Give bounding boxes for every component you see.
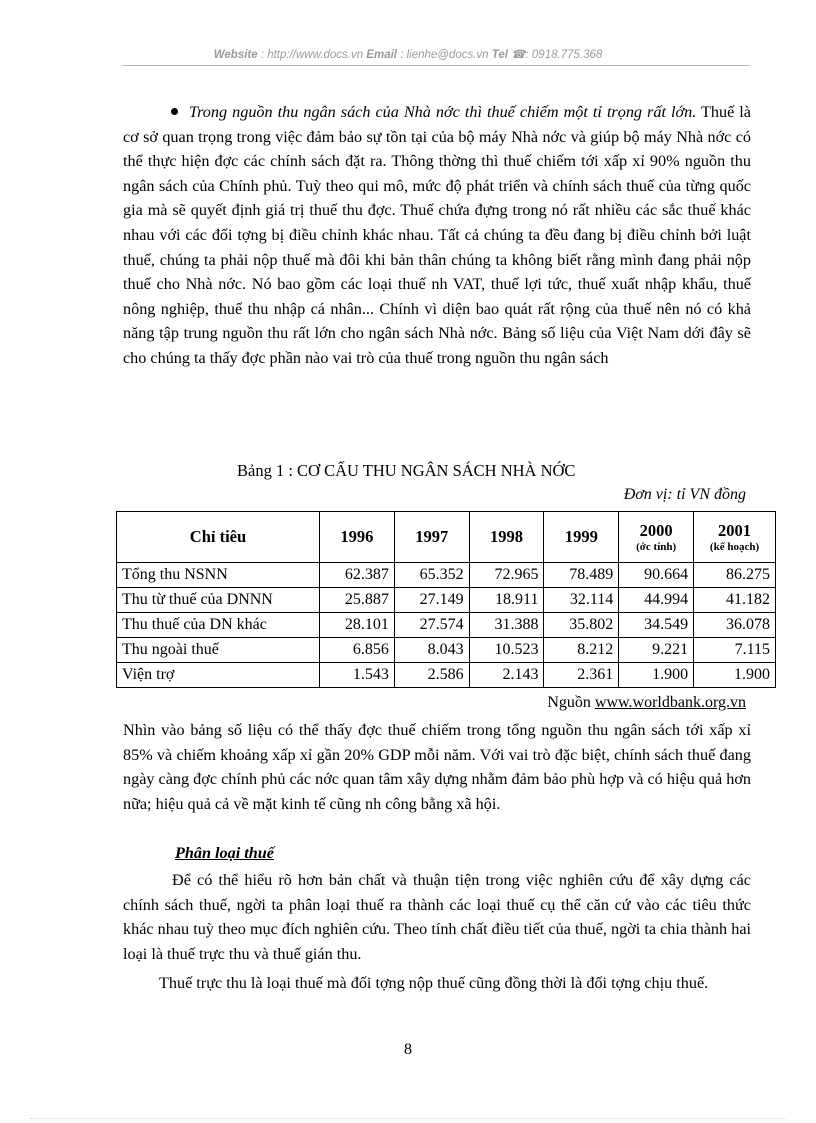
table-cell: 34.549 (619, 613, 694, 638)
header-year (469, 512, 544, 563)
intro-paragraph (123, 100, 751, 371)
table-row (117, 663, 776, 688)
header-year (544, 512, 619, 563)
email-address[interactable]: : lienhe@docs.vn (400, 49, 489, 61)
header-year (320, 512, 395, 563)
footer-divider (30, 1118, 786, 1119)
header-year (394, 512, 469, 563)
table-cell: 8.212 (544, 638, 619, 663)
header-year (619, 512, 694, 563)
table-caption-prefix: Bảng 1 : (237, 461, 293, 480)
table-row (117, 563, 776, 588)
table-cell: 86.275 (694, 563, 776, 588)
table-cell: 78.489 (544, 563, 619, 588)
row-label: Tổng thu NSNN (117, 563, 320, 588)
section-heading: Phân loại thuế (175, 844, 274, 862)
table-caption (237, 461, 575, 481)
table-cell: 1.900 (694, 663, 776, 688)
table-cell: 72.965 (469, 563, 544, 588)
year-label: 1996 (340, 527, 374, 546)
table-unit: Đơn vị: tỉ VN đồng (623, 486, 746, 503)
direct-tax-paragraph: Thuế trực thu là loại thuế mà đối tợng nộp thuế cũng đồng thời là đối tợng chịu thuế. (159, 974, 709, 992)
table-cell: 2.586 (394, 663, 469, 688)
table-cell: 27.149 (394, 588, 469, 613)
table-caption-title: CƠ CẤU THU NGÂN SÁCH NHÀ NỚC (297, 461, 576, 480)
table-cell: 2.143 (469, 663, 544, 688)
table-source (547, 694, 746, 712)
table-cell: 8.043 (394, 638, 469, 663)
revenue-table (116, 511, 776, 688)
year-label: 2000 (639, 521, 673, 540)
table-header-row (117, 512, 776, 563)
row-label: Thu thuế của DN khác (117, 613, 320, 638)
website-label: Website (213, 49, 258, 61)
table-cell: 35.802 (544, 613, 619, 638)
row-label: Thu từ thuế của DNNN (117, 588, 320, 613)
header-divider (122, 65, 750, 66)
email-label: Email (366, 49, 397, 61)
source-link[interactable]: www.worldbank.org.vn (594, 694, 746, 711)
table-cell: 28.101 (320, 613, 395, 638)
table-cell: 65.352 (394, 563, 469, 588)
table-cell: 36.078 (694, 613, 776, 638)
year-note: (ớc tính) (636, 541, 677, 553)
table-cell: 1.543 (320, 663, 395, 688)
table-cell: 25.887 (320, 588, 395, 613)
year-note: (kế hoạch) (709, 541, 760, 553)
table-row (117, 588, 776, 613)
page-number: 8 (404, 1041, 412, 1058)
table-cell: 32.114 (544, 588, 619, 613)
row-label: Thu ngoài thuế (117, 638, 320, 663)
table-cell: 6.856 (320, 638, 395, 663)
table-cell: 62.387 (320, 563, 395, 588)
row-label: Viện trợ (117, 663, 320, 688)
table-cell: 10.523 (469, 638, 544, 663)
table-cell: 27.574 (394, 613, 469, 638)
page-header (0, 47, 816, 61)
phone-icon: ☎ (511, 49, 526, 61)
table-cell: 9.221 (619, 638, 694, 663)
year-label: 1999 (564, 527, 598, 546)
table-cell: 2.361 (544, 663, 619, 688)
table-cell: 7.115 (694, 638, 776, 663)
tel-label: Tel (491, 49, 508, 61)
year-label: 1997 (415, 527, 449, 546)
table-row (117, 638, 776, 663)
year-label: 1998 (490, 527, 524, 546)
header-year (694, 512, 776, 563)
table-cell: 31.388 (469, 613, 544, 638)
header-indicator: Chỉ tiêu (117, 512, 320, 563)
year-label: 2001 (718, 521, 752, 540)
source-label: Nguồn (547, 694, 591, 711)
website-url[interactable]: : http://www.docs.vn (260, 49, 364, 61)
phone-number: : 0918.775.368 (525, 49, 603, 61)
table-cell: 90.664 (619, 563, 694, 588)
bullet-icon (171, 108, 178, 115)
intro-lead: Trong nguồn thu ngân sách của Nhà nớc thì thuế chiếm một tỉ trọng rất lớn. (189, 103, 697, 121)
table-cell: 18.911 (469, 588, 544, 613)
table-cell: 44.994 (619, 588, 694, 613)
table-row (117, 613, 776, 638)
analysis-paragraph: Nhìn vào bảng số liệu có thể thấy đợc thuế chiếm trong tổng nguồn thu ngân sách tới xấp xỉ 85% và chiếm khoảng xấp xỉ gần 20% GDP mỗi năm. Với vai trò đặc biệt, chính sách thuế đang ngày càng đợc chính phủ các nớc quan tâm xây dựng nhằm đảm bảo phù hợp và có hiệu quả hơn nữa; hiệu quả cả về mặt kinh tế cũng nh công bằng xã hội. (123, 721, 751, 813)
table-cell: 41.182 (694, 588, 776, 613)
intro-body: Thuế là cơ sở quan trọng trong việc đảm bảo sự tồn tại của bộ máy Nhà nớc và giúp bộ máy Nhà nớc có thể thực hiện đợc các chính sách đặt ra. Thông thờng thì thuế chiếm tới xấp xỉ 90% nguồn thu ngân sách của Chính phủ. Tuỳ theo qui mô, mức độ phát triển và chính sách thuế của từng quốc gia mà sẽ quyết định giá trị thuế thu đợc. Thuế chứa đựng trong nó rất nhiều các sắc thuế khác nhau với các đối tợng bị điều chỉnh khác nhau. Tất cả chúng ta đều đang bị điều chỉnh bởi luật thuế, chúng ta phải nộp thuế mà đôi khi bản thân chúng ta không biết rằng mình đang phải nộp thuế cho Nhà nớc. Nó bao gồm các loại thuế nh VAT, thuế lợi tức, thuế xuất nhập khẩu, thuế nông nghiệp, thuế thu nhập cá nhân... Chính vì diện bao quát rất rộng của thuế nên nó có khả năng tập trung nguồn thu rất lớn cho ngân sách Nhà nớc. Bảng số liệu của Việt Nam dới đây sẽ cho chúng ta thấy đợc phần nào vai trò của thuế trong nguồn thu ngân sách (123, 103, 751, 367)
table-cell: 1.900 (619, 663, 694, 688)
classification-paragraph: Để có thể hiểu rõ hơn bản chất và thuận tiện trong việc nghiên cứu để xây dựng các chính sách thuế, ngời ta phân loại thuế ra thành các loại thuế cụ thể căn cứ vào các tiêu thức khác nhau tuỳ theo mục đích nghiên cứu. Theo tính chất điều tiết của thuế, ngời ta chia thành hai loại là thuế trực thu và thuế gián thu. (123, 871, 751, 963)
